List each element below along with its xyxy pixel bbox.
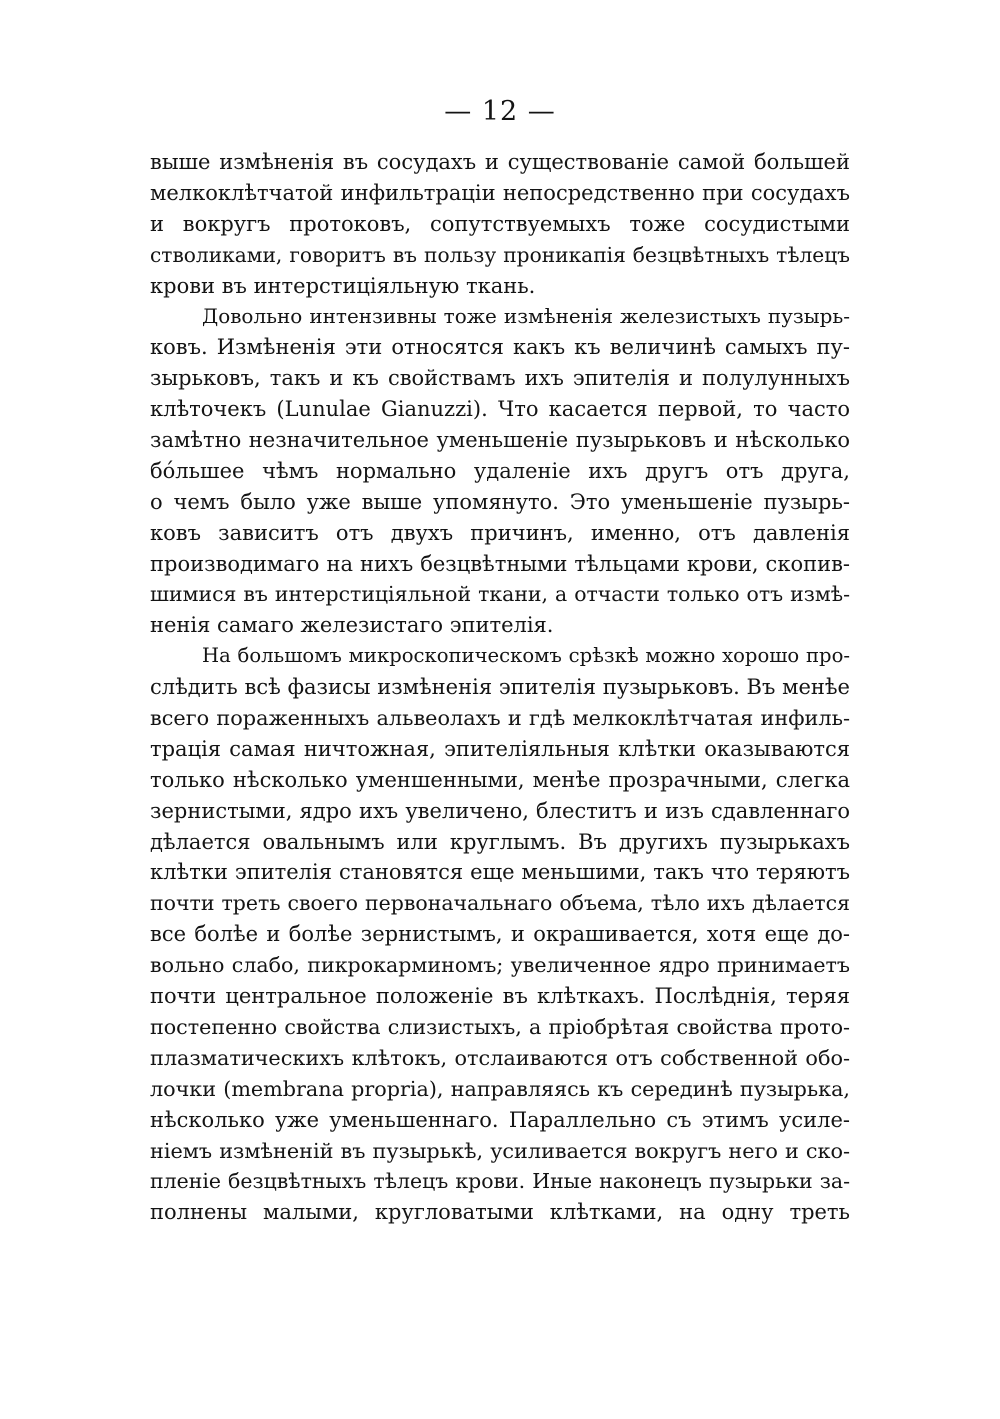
text-line: выше измѣненія въ сосудахъ и существованіе самой большей xyxy=(150,150,850,174)
text-line: зернистыми, ядро ихъ увеличено, блеститъ и изъ сдавленнаго xyxy=(150,798,850,823)
text-line: слѣдить всѣ фазисы измѣненія эпителія пузырьковъ. Въ менѣе xyxy=(150,675,850,700)
text-line: крови въ интерстиціяльную ткань. xyxy=(150,273,536,298)
text-line: нѣсколько уже уменьшеннаго. Параллельно съ этимъ усиле- xyxy=(150,1107,850,1132)
text-line: мелкоклѣтчатой инфильтраціи непосредственно при сосудахъ xyxy=(150,180,850,205)
text-line: только нѣсколько уменшенными, менѣе прозрачными, слегка xyxy=(150,767,850,792)
text-line: всего пораженныхъ альвеолахъ и гдѣ мелкоклѣтчатая инфиль- xyxy=(150,706,850,731)
paragraph-3 xyxy=(150,641,850,1228)
text-line: о чемъ было уже выше упомянуто. Это уменьшеніе пузырь- xyxy=(150,489,850,514)
text-line: трація самая ничтожная, эпителіяльныя клѣтки оказываются xyxy=(150,736,850,761)
text-line: ненія самаго железистаго эпителія. xyxy=(150,613,554,638)
text-line: полнены малыми, кругловатыми клѣтками, на одну треть xyxy=(150,1200,850,1225)
text-line: замѣтно незначительное уменьшеніе пузырьковъ и нѣсколько xyxy=(150,428,850,453)
body-text xyxy=(150,147,850,1228)
text-line: и вокругъ протоковъ, сопутствуемыхъ тоже сосудистыми xyxy=(150,211,850,236)
text-line: дѣлается овальнымъ или круглымъ. Въ другихъ пузырькахъ xyxy=(150,829,850,854)
text-line: пленіе безцвѣтныхъ тѣлецъ крови. Иные наконецъ пузырьки за- xyxy=(150,1169,850,1194)
text-line: зырьковъ, такъ и къ свойствамъ ихъ эпителія и полулунныхъ xyxy=(150,366,850,391)
text-line: плазматическихъ клѣтокъ, отслаиваются отъ собственной обо- xyxy=(150,1045,850,1070)
text-line: клѣтки эпителія становятся еще меньшими, такъ что теряютъ xyxy=(150,860,850,885)
page-number: — 12 — xyxy=(444,96,556,127)
text-line: почти центральное положеніе въ клѣткахъ. Послѣднія, теряя xyxy=(150,984,850,1009)
text-line: бо́льшее чѣмъ нормально удаленіе ихъ другъ отъ друга, xyxy=(150,458,850,483)
text-line: Довольно интензивны тоже измѣненія железистыхъ пузырь- xyxy=(202,304,850,329)
text-line: клѣточекъ (Lunulae Gianuzzi). Что касается первой, то часто xyxy=(150,397,850,422)
text-line: постепенно свойства слизистыхъ, а пріобрѣтая свойства прото- xyxy=(150,1014,850,1039)
text-line: почти треть своего первоначальнаго объема, тѣло ихъ дѣлается xyxy=(150,891,850,916)
text-line: вольно слабо, пикрокарминомъ; увеличенное ядро принимаетъ xyxy=(150,953,850,978)
text-line: ковъ зависитъ отъ двухъ причинъ, именно, отъ давленія xyxy=(150,520,850,545)
text-line: ніемъ измѣненій въ пузырькѣ, усиливается вокругъ него и ско- xyxy=(150,1138,850,1163)
text-line: все болѣе и болѣе зернистымъ, и окрашивается, хотя еще до- xyxy=(150,922,850,947)
text-line: шимися въ интерстиціяльной ткани, а отчасти только отъ измѣ- xyxy=(150,582,850,607)
text-line: ковъ. Измѣненія эти относятся какъ къ величинѣ самыхъ пу- xyxy=(150,335,850,360)
text-line: стволиками, говоритъ въ пользу проникапія безцвѣтныхъ тѣлецъ xyxy=(150,242,850,267)
paragraph-2 xyxy=(150,301,850,641)
paragraph-1 xyxy=(150,147,850,301)
text-line: производимаго на нихъ безцвѣтными тѣльцами крови, скопив- xyxy=(150,551,850,576)
text-line: На большомъ микроскопическомъ срѣзкѣ можно хорошо про- xyxy=(202,644,850,668)
text-line: лочки (membrana propria), направляясь къ серединѣ пузырька, xyxy=(150,1076,850,1101)
